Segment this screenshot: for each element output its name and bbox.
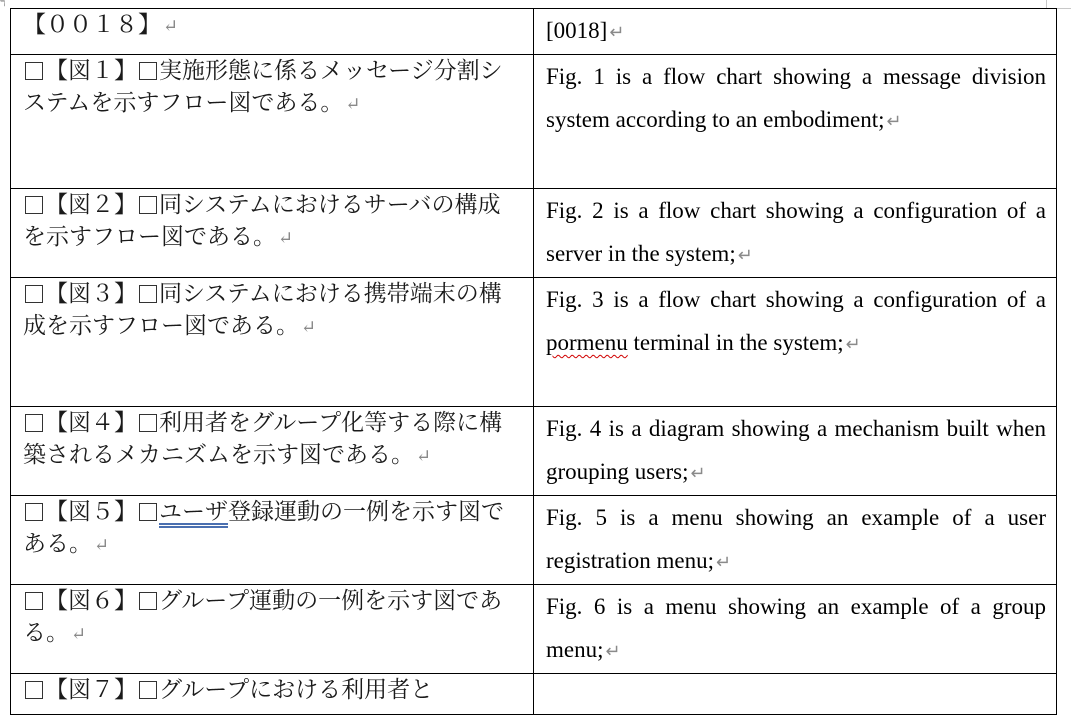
return-mark-icon: ↵	[71, 624, 87, 645]
translation-table	[10, 8, 1057, 715]
return-mark-icon: ↵	[737, 245, 753, 265]
table-row	[11, 55, 1057, 189]
ja-description: 登録運動の一例を示す図である。	[23, 499, 504, 557]
figure-label: 【図５】	[45, 499, 137, 525]
figure-label: 【図４】	[45, 410, 137, 436]
ja-description: 利用者をグループ化等する際に構築されるメカニズムを示す図である。	[23, 410, 503, 468]
table-row	[11, 9, 1057, 55]
figure-label: 【図１】	[45, 58, 137, 84]
en-cell[interactable]	[534, 278, 1057, 407]
figure-label: 【図３】	[45, 281, 137, 307]
return-mark-icon: ↵	[416, 446, 432, 467]
table-row	[11, 585, 1057, 674]
table-row	[11, 189, 1057, 278]
figure-label: 【図７】	[45, 677, 137, 703]
return-mark-icon: ↵	[605, 641, 621, 661]
space-marker-icon	[139, 681, 157, 699]
ja-description: 同システムにおけるサーバの構成を示すフロー図である。	[23, 192, 501, 250]
figure-label: 【図６】	[45, 588, 137, 614]
en-cell[interactable]	[534, 407, 1057, 496]
ja-description: グループにおける利用者と	[159, 677, 434, 703]
space-marker-icon	[139, 503, 157, 521]
return-mark-icon: ↵	[163, 16, 179, 37]
en-cell[interactable]	[534, 55, 1057, 189]
return-mark-icon: ↵	[94, 535, 110, 556]
en-description: Fig. 1 is a flow chart showing a message division system according to an embodiment;	[546, 64, 1046, 132]
ja-description: グループ運動の一例を示す図である。	[23, 588, 503, 646]
space-marker-icon	[25, 285, 43, 303]
ja-cell[interactable]	[11, 496, 534, 585]
space-marker-icon	[139, 592, 157, 610]
flagged-word[interactable]: ユーザ	[159, 499, 228, 525]
space-marker-icon	[139, 62, 157, 80]
en-description: Fig. 6 is a menu showing an example of a group menu;	[546, 594, 1046, 662]
space-marker-icon	[25, 503, 43, 521]
figure-label: 【図２】	[45, 192, 137, 218]
margin-guide-vertical	[1046, 0, 1047, 8]
ja-cell[interactable]	[11, 189, 534, 278]
table-row	[11, 278, 1057, 407]
space-marker-icon	[25, 196, 43, 214]
space-marker-icon	[139, 285, 157, 303]
return-mark-icon: ↵	[609, 22, 625, 42]
table-move-handle[interactable]: ℸ	[0, 0, 6, 8]
en-cell[interactable]	[534, 585, 1057, 674]
return-mark-icon: ↵	[886, 111, 902, 131]
en-description-start: Fig. 3 is a flow chart showing a configuration of a	[546, 287, 1046, 312]
return-mark-icon: ↵	[301, 317, 317, 338]
misspelled-word[interactable]: pormenu	[546, 330, 628, 355]
en-description-end: terminal in the system;	[627, 330, 844, 355]
ja-description: 実施形態に係るメッセージ分割システムを示すフロー図である。	[23, 58, 503, 116]
ja-cell[interactable]	[11, 585, 534, 674]
space-marker-icon	[25, 62, 43, 80]
en-cell[interactable]	[534, 674, 1057, 715]
ja-cell[interactable]	[11, 9, 534, 55]
return-mark-icon: ↵	[716, 552, 732, 572]
return-mark-icon: ↵	[690, 463, 706, 483]
space-marker-icon	[139, 414, 157, 432]
en-description: Fig. 4 is a diagram showing a mechanism built when grouping users;	[546, 416, 1046, 484]
ja-description: 同システムにおける携帯端末の構成を示すフロー図である。	[23, 281, 502, 339]
return-mark-icon: ↵	[278, 228, 294, 249]
return-mark-icon: ↵	[845, 334, 861, 354]
table-row	[11, 674, 1057, 715]
ja-cell[interactable]	[11, 278, 534, 407]
space-marker-icon	[25, 414, 43, 432]
paragraph-number-ja: 【００１８】	[23, 12, 161, 38]
space-marker-icon	[25, 681, 43, 699]
table-row	[11, 496, 1057, 585]
paragraph-number-en: [0018]	[546, 18, 608, 43]
en-description: Fig. 2 is a flow chart showing a configuration of a server in the system;	[546, 198, 1046, 266]
ja-cell[interactable]	[11, 674, 534, 715]
en-cell[interactable]	[534, 496, 1057, 585]
en-cell[interactable]	[534, 189, 1057, 278]
space-marker-icon	[25, 592, 43, 610]
ja-cell[interactable]	[11, 407, 534, 496]
return-mark-icon: ↵	[345, 94, 361, 115]
en-cell[interactable]	[534, 9, 1057, 55]
space-marker-icon	[139, 196, 157, 214]
table-row	[11, 407, 1057, 496]
ja-cell[interactable]	[11, 55, 534, 189]
en-description: Fig. 5 is a menu showing an example of a user registration menu;	[546, 505, 1046, 573]
